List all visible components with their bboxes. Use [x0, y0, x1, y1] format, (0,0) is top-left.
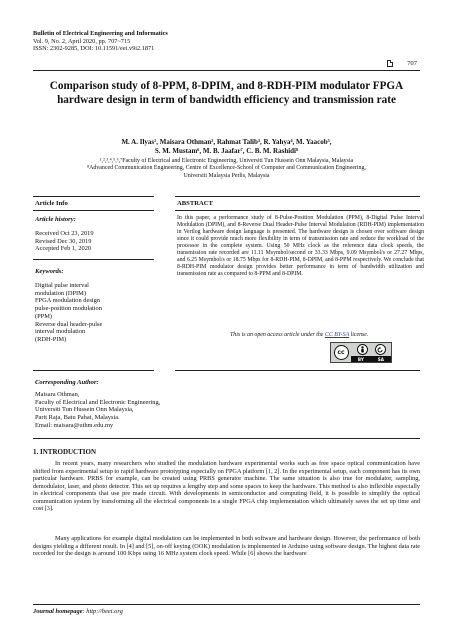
- keyword-list: [35, 282, 153, 344]
- keyword: modulation (DPIM): [35, 289, 86, 297]
- article-history: [35, 230, 153, 253]
- corr-line: Maisara Othman,: [35, 391, 80, 398]
- keyword: pulse-position modulation: [35, 305, 102, 313]
- cc-license-icons: [351, 343, 391, 362]
- accepted-date: Accepted Feb 1, 2020: [35, 245, 92, 253]
- revised-date: Revised Dec 30, 2019: [35, 237, 92, 245]
- affiliation-line: ¹,²,³,⁴,⁵,⁶,⁷Faculty of Electrical and Electronic Engineering, Universiti Tun Hussein Onn Malaysia, Malaysia: [99, 158, 354, 164]
- divider: [175, 210, 420, 211]
- cc-icon: cc: [334, 345, 349, 360]
- header-divider: [33, 70, 420, 71]
- affiliation-line: Universiti Malaysia Perlis, Malaysia: [183, 172, 270, 179]
- cc-label: BY: [357, 356, 364, 362]
- body-paragraph: Many applications for example digital modulation can be implemented in both software and hardware design. However, the performance of both designs yielding a different result. In [4] and [5], on-off keying (OOK) modulation is implemented in Arduino using software design. The highest data rate recorded for the design is around 100 Kbps using 16 MHz system clock speed. While [6] shows the hardware: [33, 535, 420, 558]
- homepage-link[interactable]: http://beei.org: [86, 608, 123, 615]
- corr-line: Parit Raja, Batu Pahat, Malaysia.: [35, 414, 120, 422]
- journal-header: [33, 30, 168, 53]
- received-date: Received Oct 23, 2019: [35, 230, 94, 237]
- author-line: S. M. Mustam⁶, M. B. Jaafar⁷, C. B. M. Rashidi⁸: [154, 146, 299, 155]
- divider: [175, 196, 420, 197]
- open-access-text: This is an open access article under the: [230, 332, 324, 338]
- divider: [33, 438, 420, 439]
- body-paragraph: In recent years, many researchers who studied the modulation hardware experimental works such as free space optical communication have shifted from experimental setup to rapid hardware prototyping especially on FPGA platform [1, 2]. In the experimental setup, each component has its own particular hardware. PRBS for example, can be created using PRBS generator machine. The same situation is also true for modulator, sampling, demodulator, laser, and photo detector. This set up requires a lengthy step and some spaces to keep the hardware. This method is also inflexible especially in electrical components that use pre made circuit. With developments in semiconductor and computing field, it is possible to simplify the optical communication system by transforming all the electrical components in a single FPGA chip implementation which ultimately saves the set up time and cost [3].: [33, 460, 420, 513]
- footer: Journal homepage: http://beei.org: [33, 608, 123, 615]
- journal-issn: ISSN: 2302-9285, DOI: 10.11591/eei.v9i2.1871: [33, 45, 155, 53]
- corresponding-heading: Corresponding Author:: [35, 379, 99, 386]
- divider: [33, 196, 154, 197]
- cc-by-sa-badge[interactable]: [330, 342, 392, 363]
- keyword: interval modulation: [35, 328, 86, 336]
- section-heading: 1. INTRODUCTION: [33, 448, 97, 456]
- keywords-heading: Keywords:: [35, 268, 64, 275]
- page-number-block: [387, 60, 417, 67]
- journal-name: Bulletin of Electrical Engineering and Informatics: [33, 30, 168, 37]
- footer-label: Journal homepage: [33, 608, 83, 615]
- history-heading: Article history:: [35, 216, 76, 223]
- keyword: (RDH-PIM): [35, 335, 67, 343]
- keyword: Digital pulse interval: [35, 282, 89, 289]
- corr-line: Faculty of Electrical and Electronic Engineering,: [35, 398, 161, 406]
- divider: [33, 259, 154, 260]
- journal-volume: Vol. 9, No. 2, April 2020, pp. 707~715: [33, 37, 131, 45]
- divider: [33, 370, 154, 371]
- author-line: M. A. Ilyas¹, Maisara Othman², Rahmat Talib³, R. Yahya⁴, M. Yaacob⁵,: [121, 138, 332, 146]
- keyword: (PPM): [35, 312, 53, 320]
- footer-divider: [33, 604, 420, 605]
- abstract-text: In this paper, a performance study of 8-Pulse-Position Modulation (PPM), 8-Digital Pulse Interval Modulation (DPIM), and 8-Reverse Dual Header-Pulse Interval Modulation (RDH-PIM) implementation in Verilog hardware design language is presented. The hardware design is chosen over software design since it could provide much more flexibility in term of transmission rate and reduce the workload of the processor in the complete system. Using 50 MHz clock as the reference data clock speeds, the transmission rate recorded are 11.11 Msymbol/second or 33.33 Mbps, 9.09 Msymbol/s or 27.27 Mbps, and 6.25 Msymbol/s or 18.75 Mbps for 8-RDH-PIM, 8-DPIM, and 8-PPM respectively. We conclude that 8-RDH-PIM modulator design provides better performance in term of bandwidth utilization and transmission rate as compared to 8-PPM and 8-DPIM.: [177, 215, 424, 278]
- document-icon: [387, 60, 393, 67]
- share-alike-icon: [375, 344, 386, 355]
- paper-title: Comparison study of 8-PPM, 8-DPIM, and 8-RDH-PIM modulator FPGA hardware design in term of bandwidth efficiency and transmission rate: [49, 80, 404, 106]
- license-suffix: license.: [350, 332, 369, 338]
- corr-email: Email: maisara@uthm.edu.my: [35, 421, 114, 429]
- cc-logo: [331, 343, 351, 362]
- divider: [33, 210, 154, 211]
- license-link[interactable]: CC BY-SA: [324, 332, 350, 338]
- person-icon: [357, 344, 368, 355]
- corresponding-author: [35, 391, 335, 430]
- affiliation-line: ⁸Advanced Communication Engineering, Centre of Excellence-School of Computer and Communication Engineering,: [87, 165, 366, 172]
- keyword: Reverse dual header-pulse: [35, 320, 103, 328]
- affiliations: [40, 158, 413, 180]
- open-access-statement: [230, 332, 368, 338]
- keyword: FPGA modulation design: [35, 297, 100, 305]
- author-list: [40, 138, 413, 155]
- cc-label: SA: [377, 356, 385, 362]
- abstract-heading: ABSTRACT: [177, 200, 213, 207]
- article-info-heading: Article Info: [35, 200, 68, 207]
- corr-line: Universiti Tun Hussein Onn Malaysia,: [35, 406, 134, 414]
- divider: [175, 370, 420, 371]
- page-number: 707: [407, 60, 417, 67]
